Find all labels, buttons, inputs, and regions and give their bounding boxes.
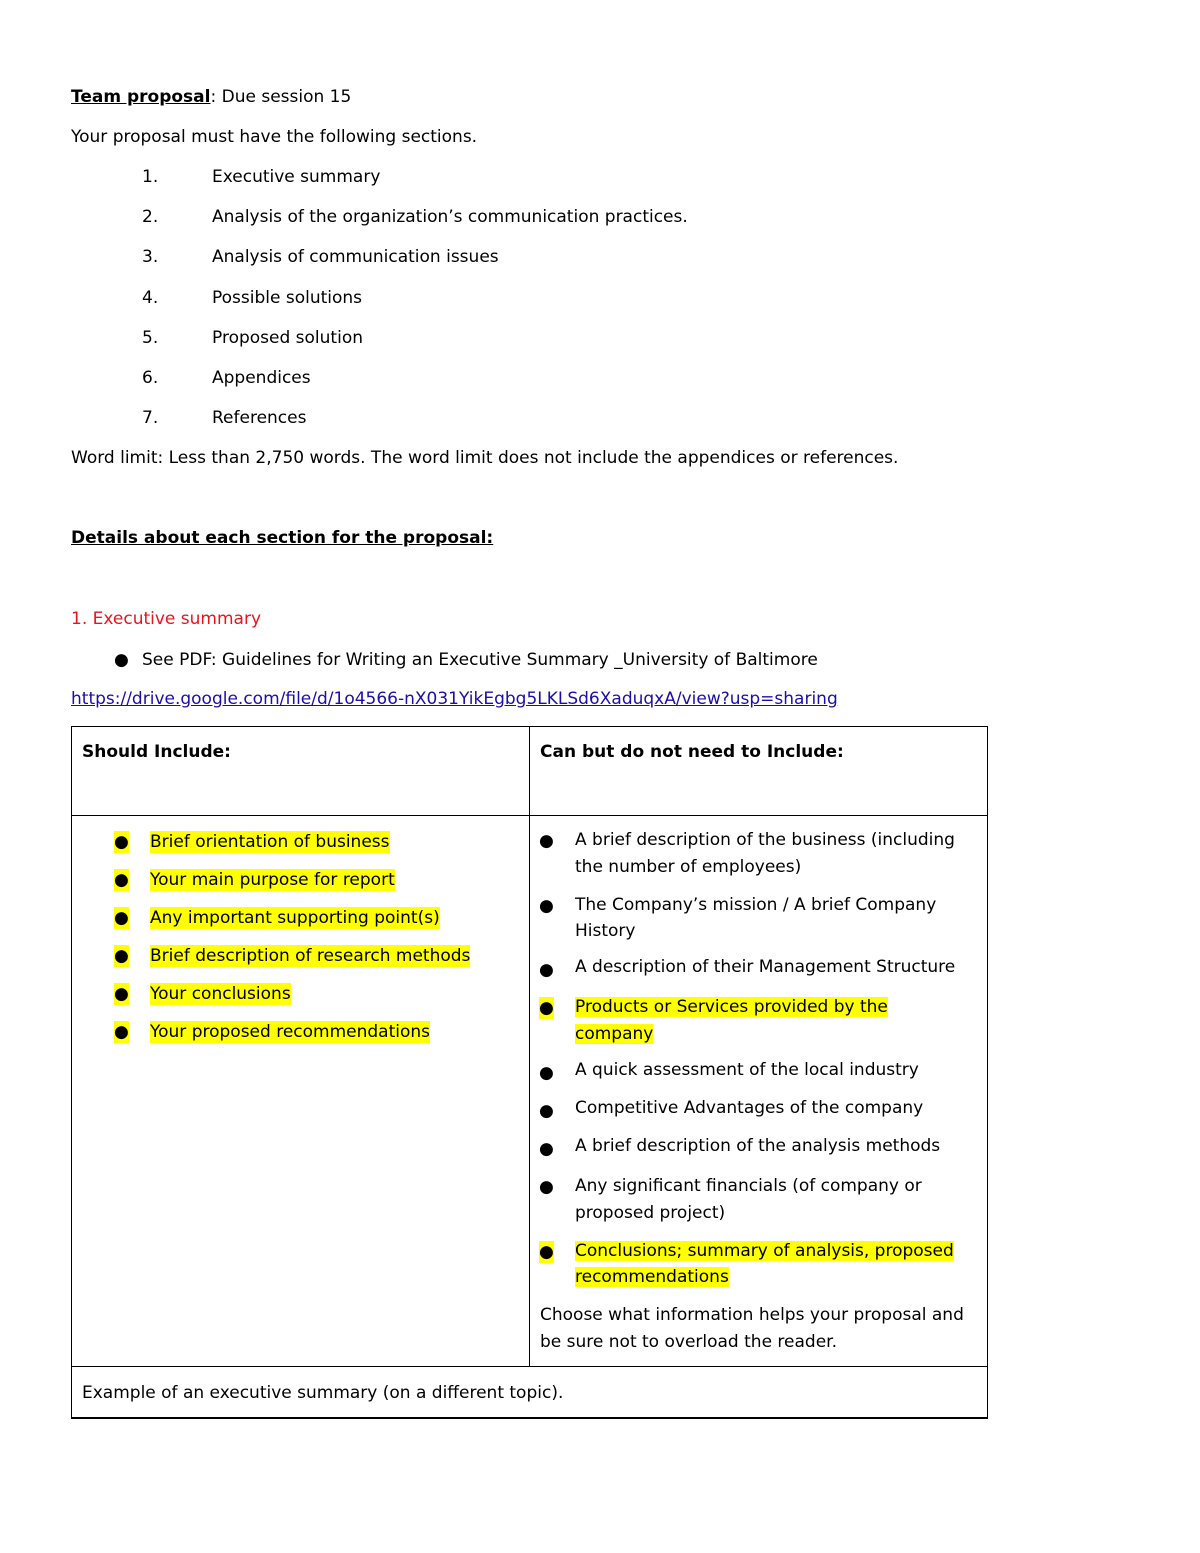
list-item: Proposed solution [212,328,363,348]
list-number: 6. [142,368,159,388]
list-item-text: Products or Services provided by the company [575,997,888,1044]
exec-summary-table [71,726,988,1418]
bullet-icon: ● [539,896,554,916]
bullet-icon: ● [539,1101,554,1121]
list-item: A brief description of the analysis methods [575,1136,941,1156]
bullet-icon: ● [114,908,129,928]
intro-text: Your proposal must have the following sections. [71,127,478,147]
should-include-header: Should Include: [82,742,231,762]
list-item: Competitive Advantages of the company [575,1098,924,1118]
list-item: A description of their Management Structure [575,957,956,977]
list-item: Your proposed recommendations [150,1022,431,1042]
table-border-left [71,726,72,1418]
list-number: 4. [142,288,159,308]
word-limit-text: Word limit: Less than 2,750 words. The word limit does not include the appendices or references. [71,448,899,468]
bullet-icon: ● [539,998,554,1018]
list-item: The Company’s mission / A brief Company History [575,895,937,941]
exec-summary-heading: 1. Executive summary [71,609,262,629]
title-line [71,86,351,108]
bullet-icon: ● [539,1242,554,1262]
bullet-icon: ● [539,1063,554,1083]
list-item: Any significant financials (of company or proposed project) [575,1176,922,1223]
list-number: 1. [142,167,159,187]
list-item: References [212,408,307,428]
right-column-note: Choose what information helps your proposal and be sure not to overload the reader. [540,1305,964,1352]
bullet-icon: ● [539,1139,554,1159]
list-number: 2. [142,207,159,227]
table-border-bottom [71,1417,988,1419]
bullet-icon: ● [539,960,554,980]
bullet-icon: ● [114,832,129,852]
list-item-text: Conclusions; summary of analysis, proposed recommendations [575,1241,954,1287]
list-item: Analysis of the organization’s communication practices. [212,207,688,227]
list-item: A quick assessment of the local industry [575,1060,919,1080]
bullet-icon: ● [114,1022,129,1042]
details-heading: Details about each section for the proposal: [71,528,494,548]
bullet-icon: ● [539,831,554,851]
bullet-icon: ● [114,984,129,1004]
list-item: Brief description of research methods [150,946,471,966]
list-item: A brief description of the business (including the number of employees) [575,830,955,877]
list-item: Possible solutions [212,288,363,308]
list-item: Analysis of communication issues [212,247,499,267]
see-pdf-text: See PDF: Guidelines for Writing an Executive Summary _University of Baltimore [142,650,818,670]
list-item: Your conclusions [150,984,291,1004]
list-item: Appendices [212,368,311,388]
bullet-icon: ● [539,1177,554,1197]
title-suffix: : Due session 15 [210,87,352,107]
list-number: 5. [142,328,159,348]
bullet-icon: ● [114,946,129,966]
list-item: Your main purpose for report [150,870,395,890]
table-column-divider [529,726,530,1367]
list-item-highlighted [575,994,915,1048]
can-include-header: Can but do not need to Include: [540,742,844,762]
list-item: Brief orientation of business [150,832,390,852]
list-item: Any important supporting point(s) [150,908,440,928]
table-footer-text: Example of an executive summary (on a different topic). [82,1383,564,1403]
list-number: 7. [142,408,159,428]
page-title: Team proposal [71,87,211,107]
bullet-icon: ● [114,650,129,670]
list-item-highlighted [575,1238,975,1290]
table-border-right [987,726,988,1418]
list-item: Executive summary [212,167,381,187]
bullet-icon: ● [114,870,129,890]
guidelines-link[interactable]: https://drive.google.com/file/d/1o4566-nX031YikEgbg5LKLSd6XaduqxA/view?usp=sharing [71,689,838,709]
list-number: 3. [142,247,159,267]
